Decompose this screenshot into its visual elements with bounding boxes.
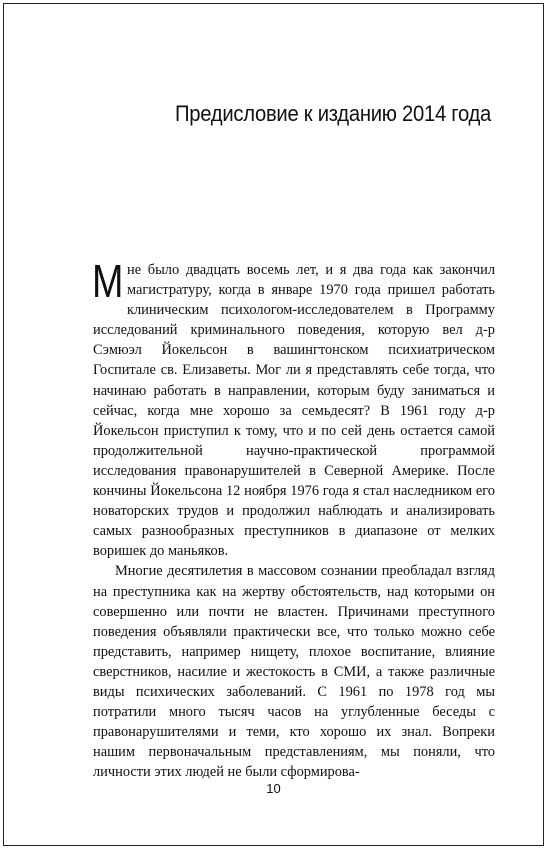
page-title: Предисловие к изданию 2014 года [175, 101, 491, 126]
body-text [92, 255, 495, 782]
paragraph-1-text: не было двадцать восемь лет, и я два года как закончил магистратуру, когда в январе 1970 года пришел работать клиническим психологом-исследователем в Программу исследований криминального поведения, которую вел д-р Сэмюэл Йокельсон в вашингтонском психиатрическом Госпитале св. Елизаветы. Мог ли я представлять себе тогда, что начинаю работать в направлении, которым буду заниматься и сейчас, когда мне хорошо за семьдесят? В 1961 году д-р Йокельсон приступил к тому, что и по сей день остается самой продолжительной научно-практической программой исследования правонарушителей в Северной Америке. После кончины Йокельсона 12 ноября 1976 года я стал наследником его новаторских трудов и продолжил наблюдать и анализировать самых разнообразных преступников в диапазоне от мелких воришек до маньяков. [93, 262, 495, 560]
page-number: 10 [266, 781, 281, 796]
paragraph-1 [92, 255, 495, 561]
book-page [3, 3, 544, 846]
paragraph-2: Многие десятилетия в массовом сознании преобладал взгляд на преступника как на жертву обстоятельств, над которыми он совершенно или почти не властен. Причинами преступного поведения объявляли практически все, что только можно себе представить, например нищету, плохое воспитание, влияние сверстников, насилие и жестокость в СМИ, а также различные виды психических заболеваний. С 1961 по 1978 год мы потратили много тысяч часов на углубленные беседы с правонарушителями и теми, кто хорошо их знал. Вопреки нашим первоначальным представлениям, мы поняли, что личности этих людей не были сформирова- [93, 563, 495, 781]
drop-cap: М [92, 255, 124, 307]
